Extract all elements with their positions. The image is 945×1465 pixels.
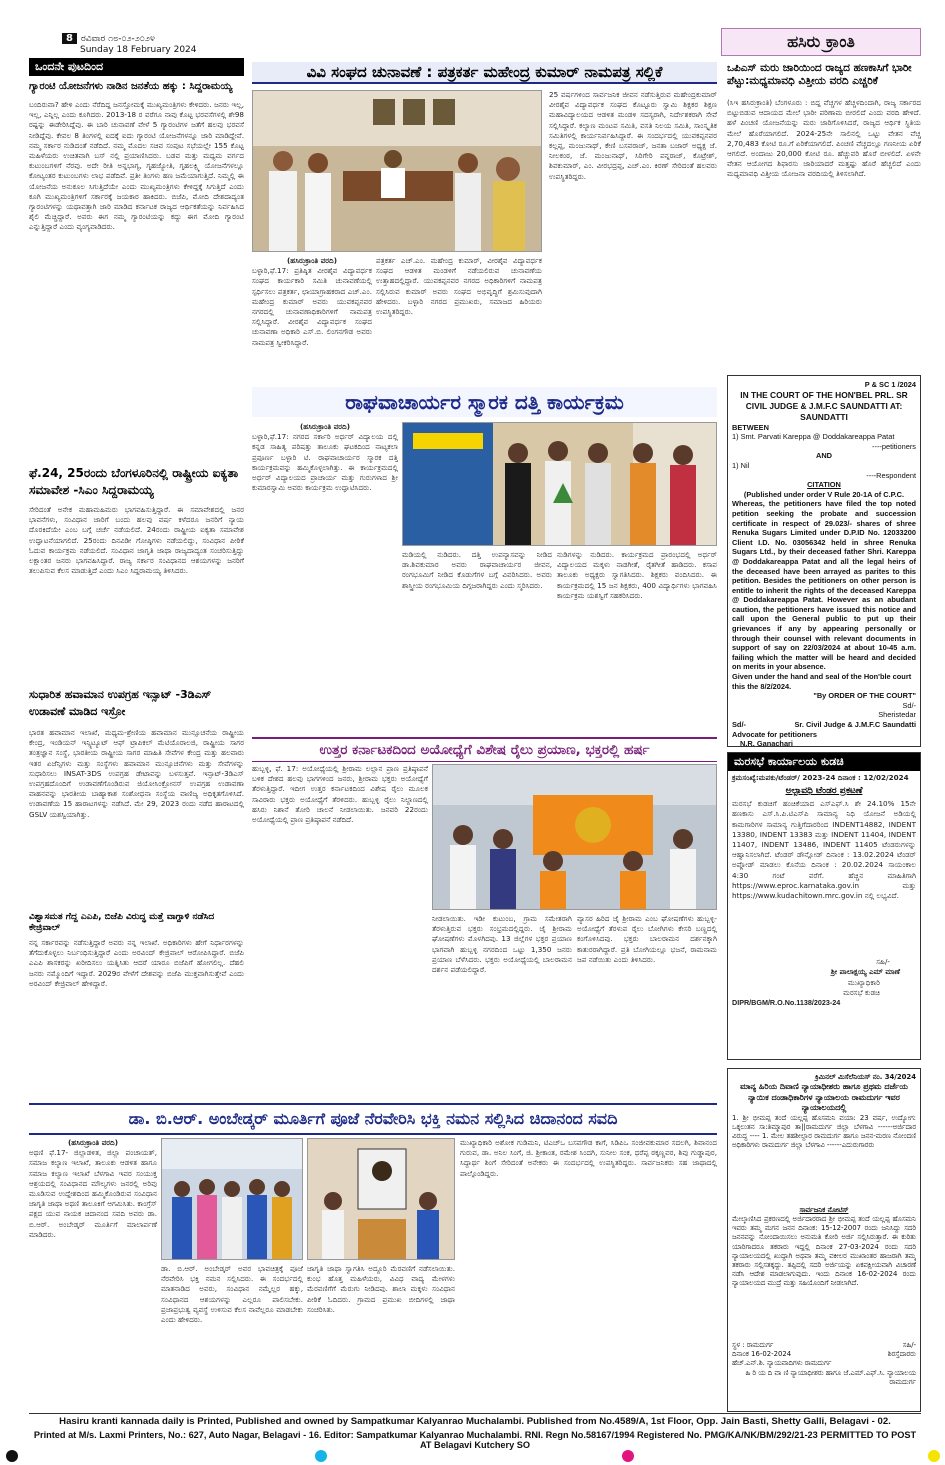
ramdurg-date: ದಿನಾಂಕ 16-02-2024 bbox=[732, 1350, 792, 1359]
left-article-2: ಸೇರಿದಂತೆ ಅನೇಕ ಮಹಾಮಹಿಮರು ಭಾಗವಹಿಸುತ್ತಿದ್ದಾರೆ. ಈ ಸಮಾವೇಶದಲ್ಲಿ ಜನರ ಭಾವನೆಗಳು, ಸಂವಿಧಾನ ಜಾರಿಗೆ ಬಂದು ಹಲವು ವರ್ಷ ಕಳೆದರೂ ಜನರಿಗೆ ನ್ಯಾಯ ದೊರಕಿದೆಯೇ ಎಂಬ ಬಗ್ಗೆ ಚರ್ಚೆ ನಡೆಯಲಿದೆ. 24ರಂದು ರಾಷ್ಟ್ರೀಯ ಐಕ್ಯತಾ ಸಮಾವೇಶ ಉದ್ಘಾಟನೆಯಾಗಲಿದೆ. 25ರಂದು ದಿನವಿಡೀ ಗೋಷ್ಠಿಗಳು ನಡೆಯಲಿದ್ದು, ಸಂವಿಧಾನ ಪೀಠಿಕೆ ಓದುವ ಕಾರ್ಯಕ್ರಮ ನಡೆಯಲಿದೆ. ಸಂವಿಧಾನ ಜಾಗೃತಿ ಜಾಥಾ ರಾಜ್ಯದಾದ್ಯಂತ ಸಂಚರಿಸುತ್ತಿದ್ದು ಲಕ್ಷಾಂತರ ಜನರು ಭಾಗವಹಿಸಿದ್ದಾರೆ. ರಾಜ್ಯ ಸರ್ಕಾರ ಸಂವಿಧಾನದ ಆಶಯಗಳನ್ನು ಜನರಿಗೆ ತಲುಪಿಸುವ ಕೆಲಸ ಮಾಡುತ್ತಿದೆ ಎಂದು ಸಿಎಂ ಸಿದ್ದರಾಮಯ್ಯ ತಿಳಿಸಿದರು. bbox=[29, 505, 244, 576]
top-story-col-2: ಪತ್ರಕರ್ತ ಎಚ್.ಎಂ. ಮಹೇಂದ್ರ ಕುಮಾರ್, ವೀರಶೈವ ವಿದ್ಯಾವರ್ಧಕ ಸಂಘದ ಆಡಳಿತ ಮಂಡಳಿಗೆ ನಡೆಯಲಿರುವ ಚುನಾವಣೆಯ ಉತ್ತಾಹದಲ್ಲಿದ್ದಾರೆ. ಯುವಕಪ್ಪನವರ ನಗರದ ಅಧಿಕಾರಿಗಳಿಗೆ ನಾಮಪತ್ರ ಸಲ್ಲಿಸಿರುವ ಕುಮಾರ್ ಅವರು ಸಂಘದ ಅಭಿವೃದ್ಧಿಗೆ ಶ್ರಮಿಸುವುದಾಗಿ ಹೇಳಿದರು. ಬಳ್ಳಾರಿ ನಗರದ ಪ್ರಮುಖರು, ಸಮಾಜದ ಹಿರಿಯರು ಉಪಸ್ಥಿತರಿದ್ದರು. bbox=[376, 256, 542, 317]
ambedkar-photo-2 bbox=[307, 1138, 455, 1260]
registration-mark-cyan bbox=[315, 1450, 327, 1462]
right-headline-1: ಒಪಿಎಸ್ ಮರು ಜಾರಿಯಿಂದ ರಾಜ್ಯದ ಹಣಕಾಸಿಗೆ ಭಾರೀ ಪೆಟ್ಟು:ಮಧ್ಯಮಾವಧಿ ವಿತ್ತೀಯ ವರದಿ ಎಚ್ಚರಿಕೆ bbox=[727, 62, 912, 87]
page-dateline bbox=[62, 33, 262, 56]
ramdurg-advocate: ಹೆಚ್.ಎನ್.ಶಿ. ನ್ಯಾಯವಾದಿಗಳು ರಾಮದುರ್ಗ bbox=[732, 1359, 832, 1368]
top-story-dateline: (ಹಸಿರುಕ್ರಾಂತಿ ವರದಿ) bbox=[286, 256, 338, 265]
court-sd: Sd/- bbox=[902, 700, 916, 710]
ambedkar-col-1 bbox=[29, 1138, 157, 1410]
ramdurg-body: 1. ಶ್ರೀ ಭೀಮಪ್ಪ ತಂದೆ ಯಲ್ಲಪ್ಪ ಹೊಸಮನಿ ವಯಾ: 23 ವರ್ಷ, ಉದ್ಯೋಗ: ಒಕ್ಕಲುತನ ಸಾ:ತಿಮ್ಮಾಪುರ ತಾ||ರಾಮದುರ್ಗ ಜಿಲ್ಲಾ ಬೆಳಗಾವಿ ------ಅರ್ಜಿದಾರ ವಿರುದ್ಧ ---- 1. ಮೇಲ ತಹಶೀಲ್ದಾರ ರಾಮದುರ್ಗ ಹಾಗೂ ಜನನ-ಮರಣ ನೋಂದಣಿ ಅಧಿಕಾರಿಗಳು ರಾಮದುರ್ಗ ಜಿಲ್ಲಾ ಬೆಳಗಾವಿ ------ಎದುರುಗಾರರು bbox=[732, 1113, 916, 1150]
ramdurg-sirestedar: ಶಿರಸ್ತೆದಾರರು bbox=[887, 1350, 916, 1359]
court-respondent: 1) Nil bbox=[732, 460, 750, 470]
raghava-headline: ರಾಘವಾಚಾರ್ಯರ ಸ್ಮಾರಕ ದತ್ತಿ ಕಾರ್ಯಕ್ರಮ bbox=[252, 387, 717, 417]
registration-mark-magenta bbox=[622, 1450, 634, 1462]
kudachi-role1: ಮುಖ್ಯಾಧಿಕಾರಿ bbox=[847, 977, 880, 987]
court-and: AND bbox=[815, 451, 832, 461]
ramdurg-notice bbox=[727, 1068, 921, 1412]
ambedkar-dateline: (ಹಸಿರುಕ್ರಾಂತಿ ವರದಿ) bbox=[67, 1138, 119, 1147]
raghava-col-1 bbox=[252, 422, 398, 732]
top-story-text-1: ಬಳ್ಳಾರಿ,ಫೆ.17: ಪ್ರತಿಷ್ಠಿತ ವೀರಶೈವ ವಿದ್ಯಾವರ್ಧಕ ಸಂಘದ ಕಾರ್ಯಕಾರಿ ಸಮಿತಿ ಚುನಾವಣೆಯಲ್ಲಿ ಸ್ಪರ್ಧಿಸಲು ಪತ್ರಕರ್ತ, ಛಾಯಾಗ್ರಾಹಕರಾದ ಎಚ್.ಎಂ. ಮಹೇಂದ್ರ ಕುಮಾರ್ ಅವರು ಯುವಕಪ್ಪನವರ ನಗರದಲ್ಲಿ ಚುನಾವಣಾಧಿಕಾರಿಗಳಿಗೆ ನಾಮಪತ್ರ ಸಲ್ಲಿಸಿದ್ದಾರೆ. ವೀರಶೈವ ವಿದ್ಯಾವರ್ಧಕ ಸಂಘದ ಚುನಾವಣಾ ಅಧಿಕಾರಿ ಎಸ್.ಬಿ. ಲಿಂಗನಗೌಡ ಅವರು ನಾಮಪತ್ರ ಸ್ವೀಕರಿಸಿದ್ದಾರೆ. bbox=[252, 266, 372, 347]
ambedkar-col-3: ಜಾಗೃತಿ ಜಾಥಾ ಸ್ವಾಗತಿಸಿ ಅದ್ದೂರಿ ಮೆರವಣಿಗೆ ನಡೆಸಲಾಯಿತು. ಕುಂಭ ಹೊತ್ತ ಮಹಿಳೆಯರು, ವಿವಿಧ ವಾದ್ಯ ಮೇಳಗಳು ಮೆರವಣಿಗೆಗೆ ಮೆರುಗು ನೀಡಿದವು. ಶಾಲಾ ಮಕ್ಕಳು ಸಂವಿಧಾನ ಪೀಠಿಕೆ ಓದಿದರು. ಗ್ರಾಮದ ಪ್ರಮುಖ ಬೀದಿಗಳಲ್ಲಿ ಜಾಥಾ ಸಂಚರಿಸಿತು. bbox=[307, 1264, 455, 1314]
kudachi-tender bbox=[727, 752, 921, 1060]
ambedkar-text-1: ಅಥಣಿ ಫೆ.17- ಜಿಲ್ಲಾಡಳಿತ, ಜಿಲ್ಲಾ ಪಂಚಾಯತ್, ಸಮಾಜ ಕಲ್ಯಾಣ ಇಲಾಖೆ, ತಾಲೂಕು ಆಡಳಿತ ಹಾಗೂ ಸಮಾಜ ಕಲ್ಯಾಣ ಇಲಾಖೆ ಬೆಳಗಾವಿ ಇವರ ಸಂಯುಕ್ತ ಆಶ್ರಯದಲ್ಲಿ ಸಂವಿಧಾನದ ಮೌಲ್ಯಗಳು ಜನರಲ್ಲಿ ಅರಿವು ಮೂಡಿಸುವ ಉದ್ದೇಶದಿಂದ ಹಮ್ಮಿಕೊಂಡಿರುವ ಸಂವಿಧಾನ ಜಾಗೃತಿ ಜಾಥಾ ಅಥಣಿ ತಾಲೂಕಿಗೆ ಆಗಮಿಸಿತು. ಕಾಂಗ್ರೆಸ್ ಪಕ್ಷದ ಯುವ ನಾಯಕ ಚಿದಾನಂದ ಸವದಿ ಅವರು ಡಾ. ಬಿ.ಆರ್. ಅಂಬೇಡ್ಕರ್ ಮೂರ್ತಿಗೆ ಮಾಲಾರ್ಪಣೆ ಮಾಡಿದರು. bbox=[29, 1148, 157, 1239]
kudachi-body: ಮರಸಭೆ ಕುಡಚಿಗೆ ಹಂಚಿಕೆಯಾದ ಎಸ್ಎಫ್.ಸಿ ಶೇ 24.10% 15ನೇ ಹಣಕಾಸು ಎಸ್.ಸಿ.ಪಿ.ಟಿಎಸ್‌ಪಿ ಸಾಮಾನ್ಯ ನಿಧಿ ಯೋಜನೆ ಅಡಿಯಲ್ಲಿ ಕಾಮಗಾರಿಗಳ ಸಾಮಾನ್ಯ ಗುತ್ತಿಗೆದಾರರಿಂದ INDENT14882, INDENT 13380, INDENT 13383 ಮತ್ತು INDENT 11404, INDENT 11407, INDENT 13486, INDENT 11405 ಟೆಂಡರುಗಳನ್ನು ಆಹ್ವಾನಿಸಲಾಗಿದೆ. ಟೆಂಡರ್ ಡೌನ್ಲೋಡ್ ದಿನಾಂಕ : 13.02.2024 ಟೆಂಡರ್ ಅಪ್ಲೋಡ್ ಮಾಡಲು ಕೊನೆಯ ದಿನಾಂಕ : 20.02.2024 ಸಾಯಂಕಾಲ 4:30 ಗಂಟೆ ವರೆಗೆ. ಹೆಚ್ಚಿನ ಮಾಹಿತಿಗಾಗಿ https://www.eproc.karnataka.gov.in ಮತ್ತು https://www.kudachitown.mrc.gov.in ನಲ್ಲಿ ಲಭ್ಯವಿದೆ. bbox=[732, 799, 916, 901]
rail-photo bbox=[432, 764, 717, 910]
raghava-text-1: ಬಳ್ಳಾರಿ,ಫೆ.17: ನಗರದ ಸರ್ಕಾರಿ ಅರ್ಧರ್ ವಿದ್ಯಾಲಯ ದಲ್ಲಿ ಕನ್ನಡ ಸಾಹಿತ್ಯ ಪರಿಷತ್ತು ತಾಲೂಕು ಘಟಕದಿಂದ ನಾಟ್ಯಕಲಾ ಪ್ರಪೂರ್ಣ ಬಳ್ಳಾರಿ ಟಿ. ರಾಘವಾಚಾರ್ಯರ ಸ್ಮಾರಕ ದತ್ತಿ ಕಾರ್ಯಕ್ರಮವನ್ನು ಹಮ್ಮಿಕೊಳ್ಳಲಾಗಿತ್ತು. ಈ ಕಾರ್ಯಕ್ರಮದಲ್ಲಿ ಅರ್ಧರ್ ವಿದ್ಯಾಲಯದ ಪ್ರಾಚಾರ್ಯ ಮತ್ತು ಗುರುಗಳಾದ ಶ್ರೀ ಕುಮಾರಸ್ವಾಮಿ ಅವರು ಕಾರ್ಯಕ್ರಮ ಉದ್ಘಾಟಿಸಿದರು. bbox=[252, 432, 398, 493]
rail-headline: ಉತ್ತರ ಕರ್ನಾಟಕದಿಂದ ಅಯೋಧ್ಯೆಗೆ ವಿಶೇಷ ರೈಲು ಪ್ರಯಾಣ, ಭಕ್ತರಲ್ಲಿ ಹರ್ಷ bbox=[252, 737, 717, 762]
kudachi-signatory: ಶ್ರೀ ಪಾಲಾಕ್ಷಯ್ಯ ಎಮ್ ಮಾಣೆ bbox=[830, 967, 900, 977]
rail-col-1: ಹುಬ್ಬಳ್ಳಿ, ಫೆ. 17: ಅಯೋಧ್ಯೆಯಲ್ಲಿ ಶ್ರೀರಾಮ ಲಲ್ಲಾನ ಪ್ರಾಣ ಪ್ರತಿಷ್ಠಾಪನೆ ಬಳಿಕ ದೇಶದ ಹಲವು ಭಾಗಗಳಿಂದ ಜನರು, ಶ್ರೀರಾಮ ಭಕ್ತರು ಅಯೋಧ್ಯೆಗೆ ತೆರಳುತ್ತಿದ್ದಾರೆ. ಇದೀಗ ಉತ್ತರ ಕರ್ನಾಟಕದಿಂದ ವಿಶೇಷ ರೈಲು ಮೂಲಕ ಸಾವಿರಾರು ಭಕ್ತರು ಅಯೋಧ್ಯೆಗೆ ತೆರಳಿದರು. ಹುಬ್ಬಳ್ಳಿ ರೈಲು ನಿಲ್ದಾಣದಲ್ಲಿ ಹಸಿರು ನಿಶಾನೆ ತೋರಿ ಚಾಲನೆ ನೀಡಲಾಯಿತು. ಜನವರಿ 22ರಂದು ಅಯೋಧ್ಯೆಯಲ್ಲಿ ಪ್ರಾಣ ಪ್ರತಿಷ್ಠಾಪನೆ ನಡೆದಿದೆ. bbox=[252, 764, 428, 825]
ramdurg-ref: ಕ್ರಿಮಿನಲ್ ಮಿಸೆಲೆನಿಯಸ್ ನಂ. 34/2024 bbox=[815, 1073, 916, 1081]
ramdurg-place: ಸ್ಥಳ : ರಾಮದುರ್ಗ bbox=[732, 1340, 774, 1349]
rail-col-3: ವ್ಯಾಸರ ಹಿರಿದ ಜೈ ಶ್ರೀರಾಮ ಎಂಬ ಘೋಷಣೆಗಳು ಹುಬ್ಬಳ್ಳಿ-ಅಯೋಧ್ಯೆಗೆ ತೆರಳುವ ರೈಲು ಬೋಗಿಗಳು ಕೇಸರಿ ಬಣ್ಣದಲ್ಲಿ ಕಂಗೊಳಿಸಿದವು. ಭಕ್ತರು ಬಾಲರಾಮನ ದರ್ಶನಕ್ಕಾಗಿ ಕಾತುರರಾಗಿದ್ದಾರೆ. ಪ್ರತಿ ಬೋಗಿಯಲ್ಲೂ ಭಜನೆ, ರಾಮನಾಮ ಜಪ ನಡೆಯಿತು ಎಂದು ತಿಳಿಸಿದರು. bbox=[577, 914, 717, 964]
raghava-dateline: (ಹಸಿರುಕ್ರಾಂತಿ ವರದಿ) bbox=[299, 422, 351, 431]
registration-mark-black bbox=[6, 1450, 18, 1462]
masthead: ಹಸಿರು ಕ್ರಾಂತಿ bbox=[721, 28, 921, 56]
kudachi-ref: ಕ್ರಮಸಂಖ್ಯೆ:ಮಪಕು/ಟೆಂಡರ್/ 2023-24 ದಿನಾಂಕ : 12/02/2024 bbox=[732, 773, 909, 782]
date-kannada: ರವಿವಾರ ೧೮-೦೨-೨೦೨೪ bbox=[80, 34, 155, 44]
left-headline-3: ಸುಧಾರಿತ ಹವಾಮಾನ ಉಪಗ್ರಹ ಇನ್ಸಾಟ್ -3ಡಿಎಸ್ ಉಡಾವಣೆ ಮಾಡಿದ ಇಸ್ರೋ bbox=[29, 688, 212, 718]
ramdurg-notice-title: ಸಾರ್ವಜನಿಕ ನೋಟಿಸ್ bbox=[799, 1205, 849, 1214]
footer-rule bbox=[29, 1413, 921, 1414]
registration-mark-yellow bbox=[928, 1450, 940, 1462]
left-headline-1: ಗ್ಯಾರಂಟಿ ಯೋಜನೆಗಳು ನಾಡಿನ ಜನತೆಯ ಹಕ್ಕು : ಸಿದ್ದರಾಮಯ್ಯ bbox=[29, 81, 233, 92]
court-petitioner-role: ----petitioners bbox=[872, 441, 916, 451]
date-english: Sunday 18 February 2024 bbox=[80, 45, 197, 55]
footer-line-1: Hasiru kranti kannada daily is Printed, Published and owned by Sampatkumar Kalyanrao Muchalambi. Published from No.4589/A, 1st Floor, Opp. Jain Basti, Shetty Galli, Belagavi - 02. bbox=[59, 1416, 891, 1427]
left-headline-4: ವಿಶ್ವಾಸಮತ ಗೆದ್ದ ಎಎಪಿ, ಬಿಜೆಪಿ ವಿರುದ್ಧ ಮತ್ತೆ ವಾಗ್ದಾಳಿ ನಡೆಸಿದ ಕೇಜ್ರಿವಾಲ್ bbox=[29, 912, 215, 933]
kudachi-role2: ಮರಸಭೆ ಕುಡಚಿ bbox=[843, 987, 880, 997]
ramdurg-judge: ಹಿ ರಿ ಯ ದಿ ವಾ ಣಿ ನ್ಯಾಯಾಧೀಶರು ಹಾಗೂ ಜೆ.ಎಮ್.ಎಫ್.ಸಿ. ನ್ಯಾಯಾಲಯ ರಾಮದುರ್ಗ bbox=[745, 1368, 916, 1386]
top-story-photo bbox=[252, 90, 542, 252]
ambedkar-headline: ಡಾ. ಬಿ.ಆರ್. ಅಂಬೇಡ್ಕರ್ ಮೂರ್ತಿಗೆ ಪೂಜೆ ನೆರವೇರಿಸಿ ಭಕ್ತಿ ನಮನ ಸಲ್ಲಿಸಿದ ಚಿದಾನಂದ ಸವದಿ bbox=[29, 1103, 717, 1135]
court-between: BETWEEN bbox=[732, 422, 769, 432]
page-number: 8 bbox=[62, 33, 77, 44]
left-headline-2: ಫೆ.24, 25ರಂದು ಬೆಂಗಳೂರಿನಲ್ಲಿ ರಾಷ್ಟ್ರೀಯ ಐಕ್ಯತಾ ಸಮಾವೇಶ -ಸಿಎಂ ಸಿದ್ದರಾಮಯ್ಯ bbox=[29, 466, 239, 497]
left-article-1: ಬಂದಿರುವಾ? ಹೇಳಿ ಎಂದು ನೆರೆದಿದ್ದ ಜನಸ್ತೋಮಕ್ಕೆ ಮುಖ್ಯಮಂತ್ರಿಗಳು ಕೇಳಿದರು. ಜನರು ಇಲ್ಲ, ಇಲ್ಲ, ಎನ್ನಿಲ್ಲ ಎಂದು ಕೂಗಿದರು. 2013-18 ರ ವರೆಗೂ ನಾವು ಕೊಟ್ಟ ಭರವಸೆಗಳಲ್ಲಿ ಶೇ98 ರಷ್ಟನ್ನು ಈಡೇರಿಸಿದ್ದೆವು. ಈ ಬಾರಿ ಚುನಾವಣೆ ವೇಳೆ 5 ಗ್ಯಾರಂಟಿಗಳ ಜತೆಗೆ ಹಲವು ಭರವಸೆ ನೀಡಿದ್ದೆವು. ಕೇವಲ 8 ತಿಂಗಳಲ್ಲಿ ಐದಕ್ಕೆ ಐದು ಗ್ಯಾರಂಟಿ ಯೋಜನೆಗಳನ್ನೂ ಜಾರಿ ಮಾಡಿದ್ದೇವೆ. ನಮ್ಮ ಸರ್ಕಾರ ನುಡಿದಂತೆ ನಡೆದಿದೆ. ನಮ್ಮ ಮೊದಲ ಸಚಿವ ಸಂಪುಟ ಸಭೆಯಲ್ಲೇ 155 ಕೊಟ್ಟ ಮಹಿಳೆಯರು ಉಚಿತವಾಗಿ ಬಸ್ ನಲ್ಲಿ ಪ್ರಯಾಣಿಸಿದರು. ಬಡವ ಮತ್ತು ಮಧ್ಯಮ ವರ್ಗದ ಕುಟುಂಬಗಳಿಗೆ ನೆರವು. ಅದೇ ರೀತಿ ಅನ್ನಭಾಗ್ಯ, ಗೃಹಜ್ಯೋತಿ, ಗೃಹಲಕ್ಷ್ಮಿ ಯೋಜನೆಗಳಲ್ಲೂ ಕೋಟ್ಯಂತರ ಕುಟುಂಬಗಳು ಲಾಭ ಪಡೆದಿವೆ. ಪ್ರತೀ ತಿಂಗಳು ಹಣ ಜಮೆಯಾಗುತ್ತಿದೆ. ನಿಮ್ಮಲ್ಲಿ ಈ ಯೋಜನೆಯ ಅನುಕೂಲ ಸಿಗುತ್ತಿದೆಯೇ ಎಂದು ಮುಖ್ಯಮಂತ್ರಿಗಳು ಕೇಳಿದ್ದಕ್ಕೆ ಸಿಗುತ್ತಿದೆ ಎಂದು ಕೂಗಿ ಮುಖ್ಯಮಂತ್ರಿಗಳಿಗೆ ಸರ್ಕಾರಕ್ಕೆ ಜಯಕಾರ ಹಾಕಿದರು. ಬಿಜೆಪಿ, ಮೋದಿ ದೇಶದಾದ್ಯಂತ ಗ್ಯಾರಂಟಿಗಳನ್ನು ಯಥಾವತ್ತಾಗಿ ಜಾರಿ ಮಾಡಿದ ಕರ್ನಾಟಕ ರಾಜ್ಯದ ಆರ್ಥಿಕತೆಯನ್ನು ನಿರ್ವಹಿಸಿದ ಶೈಲಿ ಮೆಚ್ಚಿದ್ದಾರೆ. ಅವರು ಈಗ ನಮ್ಮ ಗ್ಯಾರಂಟಿಯನ್ನು ಕದ್ದು ಈಗ ಮೋದಿ ಗ್ಯಾರಂಟಿ ಎನ್ನುತ್ತಿದ್ದಾರೆ ಎಂದು ವ್ಯಂಗ್ಯವಾಡಿದರು. bbox=[29, 100, 244, 232]
court-notice bbox=[727, 375, 921, 747]
footer-line-2: Printed at M/s. Laxmi Printers, No.: 627, Auto Nagar, Belagavi - 16. Editor: Sampatkumar Kalyanrao Muchalambi. RNI. Regn No.58167/1994 Registered No. PMG/KA/NK/BM/292/21-23 PERMITTED TO POST AT Belagavi Kutchery SO bbox=[33, 1430, 917, 1450]
kudachi-sd: ಸಹಿ/- bbox=[876, 957, 890, 967]
court-respondent-role: ----Respondent bbox=[866, 470, 916, 480]
court-name: IN THE COURT OF THE HON'BEL PRL. SR CIVIL JUDGE & J.M.F.C SAUNDATTI AT: SAUNDATTI bbox=[740, 389, 908, 422]
court-petitioner: 1) Smt. Parvati Kareppa @ Doddakareappa Patat bbox=[732, 432, 895, 442]
court-published: (Published under order V Rule 20-1A of C.P.C. bbox=[743, 489, 905, 499]
court-advocate-name: N.R. Ganachari bbox=[740, 739, 793, 749]
left-article-3: ಭಾರತ ಹವಾಮಾನ ಇಲಾಖೆ, ಮಧ್ಯಮ-ಶ್ರೇಣಿಯ ಹವಾಮಾನ ಮುನ್ಸೂಚನೆಯ ರಾಷ್ಟ್ರೀಯ ಕೇಂದ್ರ, ಇಂಡಿಯನ್ ಇನ್ಸ್ಟಿಟ್ಯೂಟ್ ಆಫ್ ಟ್ರಾಪಿಕಲ್ ಮೆಟಿಯೊರಾಲಜಿ, ರಾಷ್ಟ್ರೀಯ ಸಾಗರ ತಂತ್ರಜ್ಞಾನ ಸಂಸ್ಥೆ, ಭಾರತೀಯ ರಾಷ್ಟ್ರೀಯ ಸಾಗರ ಮಾಹಿತಿ ಸೇವೆಗಳ ಕೇಂದ್ರ ಮತ್ತು ಹಲವಾರು ಇತರ ಏಜೆನ್ಸಿಗಳು ಮತ್ತು ಸಂಸ್ಥೆಗಳು ಹವಾಮಾನ ಮುನ್ಸೂಚನೆಗಳು ಮತ್ತು ಸೇವೆಗಳನ್ನು ಸುಧಾರಿಸಲು INSAT-3DS ಉಪಗ್ರಹ ಡೇಟಾವನ್ನು ಬಳಸುತ್ತವೆ. ಇನ್ಸಾಟ್-3ಡಿಎಸ್ ಉಪಗ್ರಹದೊಂದಿಗೆ ಉಡಾವಣೆಗೊಂಡಿರುವ ಜಿಯೋಸಿಂಕ್ರೋನಸ್ ಉಪಗ್ರಹ ಉಡಾವಣಾ ವಾಹನವನ್ನು ಭಾರತೀಯ ಬಾಹ್ಯಾಕಾಶ ಸಂಶೋಧನಾ ಸಂಸ್ಥೆಯ ವಾಣಿಜ್ಯ ಅಧಿಕೃತಗೊಳಿಸಿದೆ. ಉಡಾವಣೆಯ 15 ಹಾರಾಟಗಳನ್ನು ನಡೆಸಿದೆ. ಮೇ 29, 2023 ರಂದು ನಡೆದ ಹಾರಾಟದಲ್ಲಿ GSLV ಯಶಸ್ವಿಯಾಗಿತ್ತು. bbox=[29, 728, 244, 819]
left-article-4: ನನ್ನ ಸರ್ಕಾರವನ್ನು ನಡೆಸುತ್ತಿದ್ದಾರೆ ಅವರು ನನ್ನ ಇಲಾಖೆ. ಅಧಿಕಾರಿಗಳು ಹೇಗೆ ನಿರ್ಧಾರಗಳನ್ನು ತೆಗೆದುಕೊಳ್ಳಲು ನಿರ್ಬಂಧಿಸುತ್ತಿದ್ದಾರೆ ಎಂದು ಅರವಿಂದ್ ಕೇಜ್ರಿವಾಲ್ ಆರೋಪಿಸಿದ್ದಾರೆ. ಬಿಜೆಪಿ ಎಎಪಿ ಶಾಸಕರನ್ನು ಖರೀದಿಸಲು ಯತ್ನಿಸಿತು ಆದರೆ ಯಾರೂ ಬಿಜೆಪಿಗೆ ಹೋಗಲಿಲ್ಲ. ದೆಹಲಿ ಜನರು ನಮ್ಮೊಂದಿಗೆ ಇದ್ದಾರೆ. 2029ರ ವೇಳೆಗೆ ದೇಶವನ್ನು ಬಿಜೆಪಿ ಮುಕ್ತವಾಗಿಸುತ್ತೇವೆ ಎಂದು ಅರವಿಂದ್ ಕೇಜ್ರಿವಾಲ್ ಹೇಳಿದ್ದಾರೆ. bbox=[29, 938, 244, 988]
court-judge: Sr. Civil Judge & J.M.F.C Saundatti bbox=[794, 720, 916, 729]
court-given: Given under the hand and seal of the Hon'ble court this the 8/2/2024. bbox=[732, 672, 912, 691]
kudachi-title: ಅಲ್ಪಾವಧಿ ಟೆಂಡರ ಪ್ರಕಟಣೆ bbox=[785, 786, 863, 797]
kudachi-band: ಮರಸಭೆ ಕಾರ್ಯಾಲಯ ಕುಡಚಿ bbox=[728, 753, 920, 771]
kudachi-dipr: DIPR/BGM/R.O.No.1138/2023-24 bbox=[732, 998, 841, 1008]
ramdurg-body-2: ಮೇಲ್ಕಾಣಿಸಿದ ಪ್ರಕರಣದಲ್ಲಿ ಅರ್ಜಿದಾರರಾದ ಶ್ರೀ ಭೀಮಪ್ಪ ತಂದೆ ಯಲ್ಲಪ್ಪ ಹೊಸಮನಿ ಇವರು ತಮ್ಮ ಮಗನ ಜನನ ದಿನಾಂಕ: 15-12-2007 ರಂದು ಜನಿಸಿದ್ದು ಸದರಿ ಜನನವನ್ನು ನೋಂದಾಯಿಸಲು ಅನುಮತಿ ಕೋರಿ ಅರ್ಜಿ ಸಲ್ಲಿಸಿರುತ್ತಾರೆ. ಈ ಕುರಿತು ಯಾರಿಗಾದರೂ ತಕರಾರು ಇದ್ದಲ್ಲಿ ದಿನಾಂಕ 27-03-2024 ರಂದು ಸದರಿ ನ್ಯಾಯಾಲಯದಲ್ಲಿ ಖುದ್ದಾಗಿ ಅಥವಾ ತಮ್ಮ ವಕೀಲರ ಮುಖಾಂತರ ಹಾಜರಾಗಿ ತಮ್ಮ ತಕರಾರು ಸಲ್ಲಿಸತಕ್ಕದ್ದು. ತಪ್ಪಿದಲ್ಲಿ ಸದರಿ ಅರ್ಜಿಯನ್ನು ಏಕಪಕ್ಷೀಯವಾಗಿ ವಿಚಾರಣೆ ನಡೆಸಿ ಆದೇಶ ಮಾಡಲಾಗುವುದು. ಇಂದು ದಿನಾಂಕ 16-02-2024 ರಂದು ನ್ಯಾಯಾಲಯದ ಮುದ್ರೆ ಮತ್ತು ಸಹಿಯೊಂದಿಗೆ ನೀಡಲಾಗಿದೆ. bbox=[732, 1214, 916, 1288]
court-advocate: Advocate for petitioners bbox=[732, 729, 818, 739]
raghava-photo bbox=[402, 422, 717, 546]
court-body: Whereas, the petitioners have filed the top noted petition seeking the probate and succession certificate in respect of 29.023/- shares of shree Renuka Sugars Limited under D.P.ID No. 12033200 Client I.D. No. 03056342 held in shree Renuka Sugars Ltd., by their deceased father Shri. Kareppa @ Doddakareappa Patat and all the legal heirs of the deceased have been arrayed as parites to this petition. Besides the petitioners on other person is entitle to inherit the rights of the deceased Kareppa @ Doddakareappa Patat. However as an abudant caution, the petitioners have issued this notice and call upon the General public to put up their grievances if any by appearing personally or through their counsel with relevant documents in support of say on 22/03/2024 at about 10-45 a.m. failing which the matter will be heard and decided on merits in your absence. bbox=[732, 499, 916, 672]
ramdurg-sd: ಸಹಿ/- bbox=[902, 1340, 916, 1349]
ambedkar-photo-1 bbox=[161, 1138, 303, 1260]
top-story-headline: ವಿವಿ ಸಂಘದ ಚುನಾವಣೆ : ಪತ್ರಕರ್ತ ಮಹೇಂದ್ರ ಕುಮಾರ್ ನಾಮಪತ್ರ ಸಲ್ಲಿಕೆ bbox=[252, 62, 717, 84]
court-sd2: Sd/- bbox=[732, 720, 746, 729]
section-band-continued: ಒಂದನೇ ಪುಟದಿಂದ bbox=[29, 58, 244, 76]
top-story-col-3: 25 ವರ್ಷಗಳಿಂದ ಸಾರ್ವಜನಿಕ ಜೀವನ ನಡೆಸುತ್ತಿರುವ ಮಹೇಂದ್ರಕುಮಾರ್ ವೀರಶೈವ ವಿದ್ಯಾವರ್ಧಕ ಸಂಘದ ಕೊಟ್ಟೂರು ಸ್ವಾಮಿ ಶಿಕ್ಷಕರ ಶಿಕ್ಷಣ ಮಹಾವಿದ್ಯಾಲಯದ ಆಡಳಿತ ಮಂಡಳಿ ಸದಸ್ಯರಾಗಿ, ನಿರ್ದೇಶಕರಾಗಿ ಸೇವೆ ಸಲ್ಲಿಸಿದ್ದಾರೆ. ಕಲ್ಯಾಣ ಮಂಟಪ ಸಮಿತಿ, ವಸತಿ ನಿಲಯ ಸಮಿತಿ, ಸಾಂಸ್ಕೃತಿಕ ಸಮಿತಿಗಳಲ್ಲಿ ಕಾರ್ಯನಿರ್ವಹಿಸಿದ್ದಾರೆ. ಈ ಸಂದರ್ಭದಲ್ಲಿ ಯುವಕಪ್ಪನವರ ಕಲ್ಲಪ್ಪ, ಮಂಜುನಾಥ್, ಕೇಣಿ ಬಸವರಾಜ್, ಜನತಾ ಬಜಾರ್ ಅಧ್ಯಕ್ಷ ಜೆ. ನೀಲಕಂಠ, ಜೆ. ಮಂಜುನಾಥ್, ಸಿರಿಗೇರಿ ಪನ್ನರಾಜ್, ಕೊಟ್ರೇಶ್, ಶಿವಕುಮಾರ್, ಎಂ. ವೀರಭದ್ರಪ್ಪ, ಎಚ್.ಎಂ. ಕಿರಣ್ ಸೇರಿದಂತೆ ಹಲವರು ಉಪಸ್ಥಿತರಿದ್ದರು. bbox=[549, 90, 717, 181]
ambedkar-col-4: ಮುಖ್ಯಾಧಿಕಾರಿ ಅಶೋಕ ಗುಡಿಮನಿ, ಟಿಎಚ್ಒ ಬಸವಗೌಡ ಕಾಗೆ, ಸಿಡಿಪಿಒ ಸಂಜೀವಕುಮಾರ ಸದಲಗಿ, ಶಿವಾನಂದ ಗುರುವ, ಡಾ. ಅನಿಲ ಸಿಂಗೆ, ಜಿ. ಶ್ರೀಕಾಂತ, ರಮೇಶ ಸಿಂದಗಿ, ಸುನೀಲ ಸಂಕ, ಧರೆಪ್ಪ ಠಕ್ಕಣ್ಣವರ, ಶಿವು ಗುಡ್ಡಾಪುರ, ಸಿದ್ದಾರ್ಥ ಶಿಂಗೆ ಸೇರಿದಂತೆ ಅನೇಕರು ಈ ಸಂದರ್ಭದಲ್ಲಿ ಉಪಸ್ಥಿತರಿದ್ದರು. ಸಾರ್ವಜನಿಕರು ಸಹ ಜಾಥಾದಲ್ಲಿ ಪಾಲ್ಗೊಂಡಿದ್ದರು. bbox=[460, 1138, 717, 1178]
ambedkar-col-2: ಡಾ. ಬಿ.ಆರ್. ಅಂಬೇಡ್ಕರ್ ಅವರ ಭಾವಚಿತ್ರಕ್ಕೆ ಪೂಜೆ ನೆರವೇರಿಸಿ ಭಕ್ತಿ ನಮನ ಸಲ್ಲಿಸಿದರು. ಈ ಸಂದರ್ಭದಲ್ಲಿ ಮಾತನಾಡಿದ ಅವರು, ಸಂವಿಧಾನ ನಮ್ಮೆಲ್ಲರ ಹಕ್ಕು, ಸಂವಿಧಾನದ ಆಶಯಗಳನ್ನು ಎಲ್ಲರೂ ಪಾಲಿಸಬೇಕು. ಪ್ರಜಾಪ್ರಭುತ್ವ ವ್ಯವಸ್ಥೆ ಉಳಿಸುವ ಕೆಲಸ ನಾವೆಲ್ಲರೂ ಮಾಡಬೇಕು ಎಂದು ಹೇಳಿದರು. bbox=[161, 1264, 303, 1325]
right-article-1: (ಸಿಇ ಹಸಿರುಕ್ರಾಂತಿ) ಬೆಂಗಳೂರು : ಬಿದ್ದ ವೆಚ್ಚಗಳ ಹೆಚ್ಚಳದಿಂದಾಗಿ, ರಾಜ್ಯ ಸರ್ಕಾರದ ಬಿಟ್ಟುಬಿಡುವ ಆದಾಯದ ಮೇಲೆ ಭಾರೀ ಪರಿಣಾಮ ಬೀರಲಿದೆ ಎಂದು ವರದಿ ಹೇಳಿದೆ. ಹಳೆ ಪಿಂಚಣಿ ಯೋಜನೆಯನ್ನು ಮರು ಜಾರಿಗೊಳಿಸಿದರೆ, ರಾಜ್ಯದ ಆರ್ಥಿಕ ಸ್ಥಿತಿಯ ಮೇಲೆ ಹೊರೆಯಾಗಲಿದೆ. 2024-25ನೇ ಸಾಲಿನಲ್ಲಿ ಒಟ್ಟು ವೇತನ ವೆಚ್ಚ 2,70,483 ಕೋಟಿ ರೂ.ಗೆ ಏರಿಕೆಯಾಗಲಿದೆ. ಪಿಂಚಣಿ ವೆಚ್ಚದಲ್ಲೂ ಗಣನೀಯ ಏರಿಕೆ ಆಗಲಿದೆ. ಅಂದಾಜು 20,000 ಕೋಟಿ ರೂ. ಹೆಚ್ಚುವರಿ ಹೊರೆ ಬೀಳಲಿದೆ. ಏಳನೇ ವೇತನ ಆಯೋಗದ ಶಿಫಾರಸು ಜಾರಿಯಾದರೆ ಮತ್ತಷ್ಟು ಹೊರೆ ಹೆಚ್ಚಲಿದೆ ಎಂದು ಮಧ್ಯಮಾವಧಿ ವಿತ್ತೀಯ ಯೋಜನಾ ವರದಿಯಲ್ಲಿ ತಿಳಿಸಲಾಗಿದೆ. bbox=[727, 98, 921, 179]
raghava-col-3: ನುಡಿಗಳನ್ನು ನುಡಿದರು. ಕಾರ್ಯಕ್ರಮದ ಪ್ರಾರಂಭದಲ್ಲಿ ಅರ್ಧರ್ ವಿದ್ಯಾಲಯದ ಮಕ್ಕಳು ನಾಡಗೀತೆ, ರೈತಗೀತೆ ಹಾಡಿದರು. ಕಸಾಪ ತಾಲೂಕು ಅಧ್ಯಕ್ಷರು ಸ್ವಾಗತಿಸಿದರು. ಶಿಕ್ಷಕರು ವಂದಿಸಿದರು. ಈ ಕಾರ್ಯಕ್ರಮದಲ್ಲಿ 15 ಜನ ಶಿಕ್ಷಕರು, 400 ವಿದ್ಯಾರ್ಥಿಗಳು ಭಾಗವಹಿಸಿ ಕಾರ್ಯಕ್ರಮ ಯಶಸ್ವಿಗೆ ಸಹಕರಿಸಿದರು. bbox=[557, 550, 717, 600]
court-ref: P & SC 1 /2024 bbox=[864, 380, 916, 389]
ramdurg-court: ಮಾನ್ಯ ಹಿರಿಯ ದಿವಾಣಿ ನ್ಯಾಯಾಧೀಶರು ಹಾಗೂ ಪ್ರಥಮ ದರ್ಜೆಯ ನ್ಯಾಯಿಕ ದಂಡಾಧಿಕಾರಿಗಳ ನ್ಯಾಯಾಲಯ ರಾಮದುರ್ಗ ಇವರ ನ್ಯಾಯಾಲಯದಲ್ಲಿ bbox=[740, 1082, 908, 1113]
court-order: "By ORDER OF THE COURT" bbox=[813, 691, 916, 701]
rail-col-2: ನೀಡಲಾಯಿತು. ಇಡೀ ಕುಟುಂಬ, ಗ್ರಾಮ ಸಮೇತರಾಗಿ ತೆರಳುತ್ತಿರುವ ಭಕ್ತರು ಸಂಭ್ರಮದಲ್ಲಿದ್ದರು. ಜೈ ಶ್ರೀರಾಮ ಘೋಷಣೆಗಳು ಮೊಳಗಿದವು. 13 ಜಿಲ್ಲೆಗಳ ಭಕ್ತರ ಪ್ರಯಾಣ ಭಾಗವಾಗಿ ಹುಬ್ಬಳ್ಳಿ ನಗರದಿಂದ ಒಟ್ಟು 1,350 ಜನರು ಪ್ರಯಾಣ ಬೆಳೆಸಿದರು. ಭಕ್ತರು ಅಯೋಧ್ಯೆಯಲ್ಲಿ ಬಾಲರಾಮನ ದರ್ಶನ ಪಡೆಯಲಿದ್ದಾರೆ. bbox=[432, 914, 572, 975]
raghava-col-2: ಮಡಿಯಲ್ಲಿ ನುಡಿದರು. ದತ್ತಿ ಉಪನ್ಯಾಸವನ್ನು ನೀಡಿದ ಡಾ.ಶಿವಕುಮಾರ ಅವರು ರಾಘವಾಚಾರ್ಯರ ಜೀವನ, ರಂಗಭೂಮಿಗೆ ನೀಡಿದ ಕೊಡುಗೆಗಳ ಬಗ್ಗೆ ವಿವರಿಸಿದರು. ಅವರು ಶಾಸ್ತ್ರೀಯ ರಂಗಭೂಮಿಯ ದಿಗ್ಗಜರಾಗಿದ್ದರು ಎಂದು ಸ್ಮರಿಸಿದರು. bbox=[402, 550, 552, 590]
court-citation: CITATION bbox=[807, 480, 841, 490]
court-sheristedar: Sheristedar bbox=[878, 710, 916, 720]
